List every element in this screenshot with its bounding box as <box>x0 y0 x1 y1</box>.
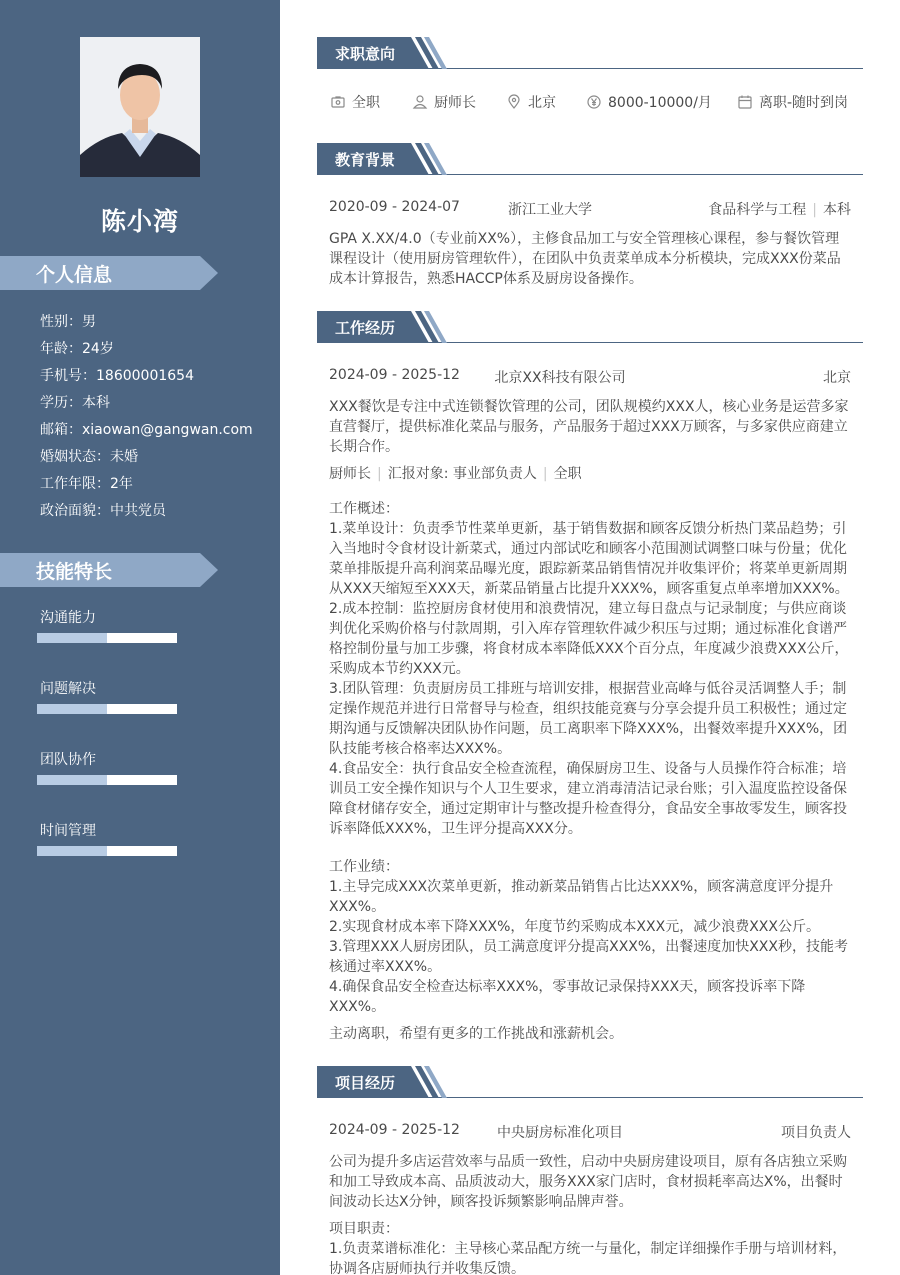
section-header-intent <box>317 37 863 69</box>
skill-item <box>40 607 96 627</box>
leave-reason: 主动离职，希望有更多的工作挑战和涨薪机会。 <box>329 1026 623 1042</box>
skills-header <box>0 553 218 587</box>
company-intro: XXX餐饮是专注中式连锁餐饮管理的公司，团队规模约XXX人，核心业务是运营多家 直营餐厅，提供标准化菜品与服务，产品服务于超过XXX万顾客，与多家供应商建立 长期合作。 <box>329 399 849 455</box>
intent-position: 厨师长 <box>412 92 476 112</box>
project-period: 2024-09 - 2025-12 <box>329 1122 460 1138</box>
skill-level-fill <box>37 704 107 714</box>
personal-info-header <box>0 256 218 290</box>
skills-title: 技能特长 <box>36 561 113 583</box>
candidate-name: 陈小湾 <box>100 207 179 236</box>
project-row <box>329 1122 851 1142</box>
info-email: 邮箱：xiaowan@gangwan.com <box>40 422 253 438</box>
info-marital: 婚姻状态：未婚 <box>40 449 138 465</box>
project-duties: 项目职责： 1.负责菜谱标准化：主导核心菜品配方统一与量化，制定详细操作手册与培训材料， 协调各店厨师执行并收集反馈。 <box>329 1221 847 1275</box>
section-header-work <box>317 311 863 343</box>
person-icon <box>412 94 428 110</box>
section-title: 工作经历 <box>335 319 396 337</box>
project-name: 中央厨房标准化项目 <box>497 1125 623 1141</box>
education-major-degree: 食品科学与工程 | 本科 <box>708 202 851 218</box>
skill-name: 时间管理 <box>40 823 96 839</box>
avatar-portrait-icon <box>80 37 200 177</box>
education-description: GPA X.XX/4.0（专业前XX%），主修食品加工与安全管理核心课程，参与餐饮管理 课程设计（使用厨房管理软件），在团队中负责菜单成本分析模块，完成XXX份菜品 成本计算报告，熟悉HACCP体系及厨房设备操作。 <box>329 231 841 287</box>
section-title: 教育背景 <box>335 151 396 169</box>
work-period: 2024-09 - 2025-12 <box>329 367 460 383</box>
skill-item <box>40 820 96 840</box>
work-row <box>329 367 851 387</box>
info-experience: 工作年限：2年 <box>40 476 133 492</box>
profile-photo <box>80 37 200 177</box>
info-education: 学历：本科 <box>40 395 110 411</box>
section-title: 求职意向 <box>335 45 396 63</box>
work-role-line: 厨师长 | 汇报对象: 事业部负责人 | 全职 <box>329 466 582 482</box>
skill-level-fill <box>37 846 107 856</box>
intent-city: 北京 <box>506 92 556 112</box>
section-header-project <box>317 1066 863 1098</box>
info-political: 政治面貌：中共党员 <box>40 503 166 519</box>
yen-icon <box>586 94 602 110</box>
sidebar <box>0 0 280 1275</box>
personal-info-list <box>40 309 253 525</box>
skill-level-bar <box>37 846 177 856</box>
briefcase-icon <box>330 94 346 110</box>
education-row <box>329 199 851 219</box>
personal-info-title: 个人信息 <box>36 264 113 286</box>
intent-availability: 离职-随时到岗 <box>737 92 848 112</box>
skill-level-fill <box>37 775 107 785</box>
section-header-education <box>317 143 863 175</box>
education-school: 浙江工业大学 <box>508 202 592 218</box>
skill-item <box>40 678 96 698</box>
location-icon <box>506 94 522 110</box>
skill-name: 问题解决 <box>40 681 96 697</box>
skill-level-bar <box>37 775 177 785</box>
work-details: 工作概述： 1.菜单设计：负责季节性菜单更新，基于销售数据和顾客反馈分析热门菜品趋势；引 入当地时令食材设计新菜式，通过内部试吃和顾客小范围测试调整口味与份量；优化 菜单排版提升高利润菜品曝光度，跟踪新菜品销售情况并收集评价；将菜单更新周期 从XXX天缩短至XXX天，新菜品销量占比提升XXX%，顾客重复点单率增加XXX%。 2.成本控制：监控厨房食材使用和浪费情况，建立每日盘点与记录制度；与供应商谈 判优化采购价格与付款周期，引入库存管理软件减少积压与过期；通过标准化食谱严 格控制份量与加工步骤，将食材成本率降低XXX个百分点，年度减少浪费XXX公斤， 采购成本节约XXX元。 3.团队管理：负责厨房员工排班与培训安排，根据营业高峰与低谷灵活调整人手；制 定操作规范并进行日常督导与检查，组织技能竞赛与分享会提升员工积极性；通过定 期沟通与反馈解决团队协作问题，员工离职率下降XXX%，出餐效率提升XXX%，团 队技能考核合格率达XXX%。 4.食品安全：执行食品安全检查流程，确保厨房卫生、设备与人员操作符合标准；培 训员工安全操作知识与个人卫生要求，建立消毒清洁记录台账；引入温度监控设备保 障食材储存安全，通过定期审计与整改提升检查得分，食品安全事故零发生，顾客投 诉率降低XXX%，卫生评分提高XXX分。 <box>329 501 849 837</box>
work-achievements: 工作业绩： 1.主导完成XXX次菜单更新，推动新菜品销售占比达XXX%，顾客满意度评分提升 XXX%。 2.实现食材成本率下降XXX%，年度节约采购成本XXX元，减少浪费XXX公斤。 3.管理XXX人厨房团队，员工满意度评分提高XXX%，出餐速度加快XXX秒，技能考 核通过率XXX%。 4.确保食品安全检查达标率XXX%，零事故记录保持XXX天，顾客投诉率下降 XXX%。 <box>329 859 848 1015</box>
skill-level-fill <box>37 633 107 643</box>
education-period: 2020-09 - 2024-07 <box>329 199 460 215</box>
calendar-icon <box>737 94 753 110</box>
skill-name: 沟通能力 <box>40 610 96 626</box>
intent-job-type: 全职 <box>330 92 380 112</box>
section-title: 项目经历 <box>335 1074 396 1092</box>
project-role: 项目负责人 <box>781 1125 851 1141</box>
info-gender: 性别：男 <box>40 314 96 330</box>
info-age: 年龄：24岁 <box>40 341 114 357</box>
project-description: 公司为提升多店运营效率与品质一致性，启动中央厨房建设项目，原有各店独立采购 和加工导致成本高、品质波动大，服务XXX家门店时，食材损耗率高达X%，出餐时 间波动长达X分钟，顾客投诉频繁影响品牌声誉。 <box>329 1154 847 1210</box>
intent-salary: 8000-10000/月 <box>586 92 712 112</box>
skill-item <box>40 749 96 769</box>
skill-level-bar <box>37 704 177 714</box>
work-city: 北京 <box>823 370 851 386</box>
info-phone: 手机号：18600001654 <box>40 368 194 384</box>
skill-name: 团队协作 <box>40 752 96 768</box>
job-intent-row <box>330 92 860 114</box>
work-company: 北京XX科技有限公司 <box>494 370 626 386</box>
skill-level-bar <box>37 633 177 643</box>
